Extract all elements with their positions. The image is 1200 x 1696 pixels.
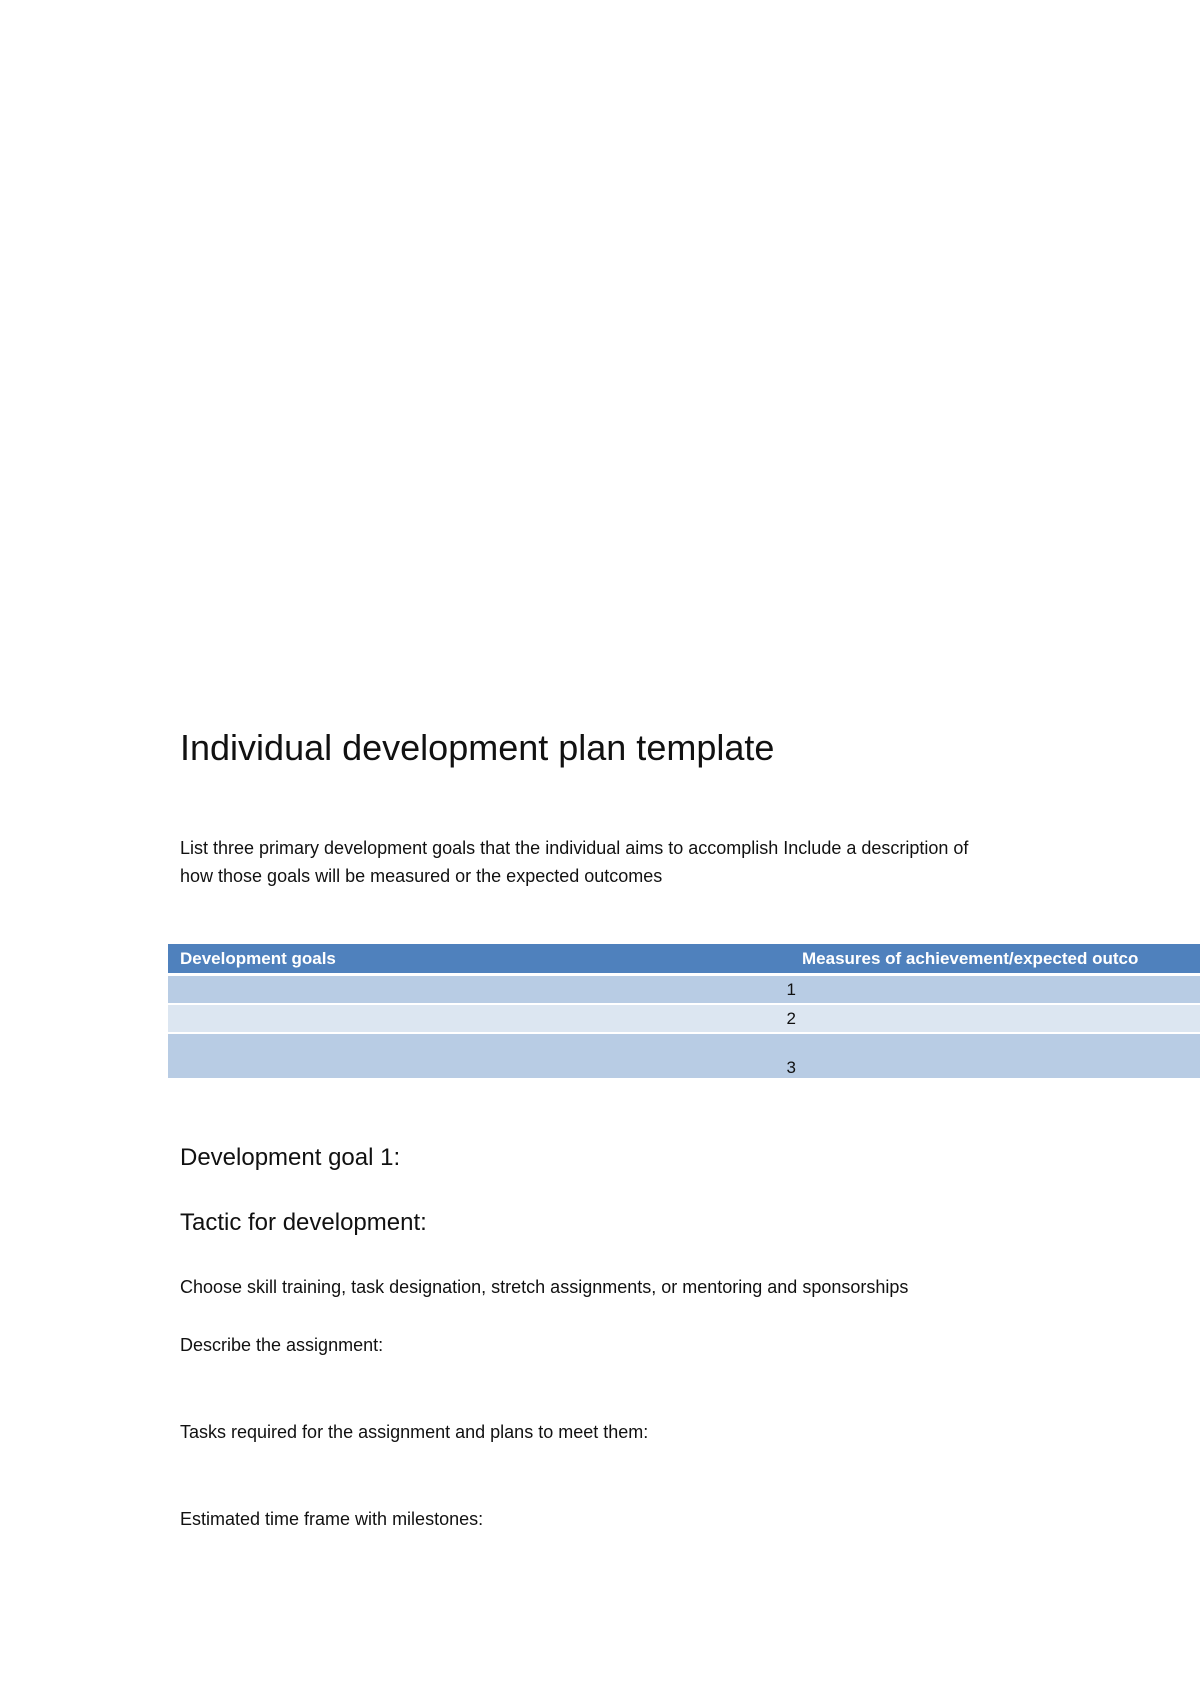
intro-line-2: how those goals will be measured or the expected outcomes bbox=[180, 866, 663, 886]
tactic-heading: Tactic for development: bbox=[180, 1209, 427, 1236]
goal-number-cell[interactable]: 3 bbox=[168, 1033, 802, 1079]
header-measures-of-achievement: Measures of achievement/expected outco bbox=[802, 944, 1200, 975]
time-frame-label: Estimated time frame with milestones: bbox=[180, 1509, 484, 1529]
describe-assignment-label: Describe the assignment: bbox=[180, 1335, 384, 1355]
measure-cell[interactable] bbox=[802, 1033, 1200, 1079]
goal-number-cell[interactable]: 1 bbox=[168, 975, 802, 1005]
table-row bbox=[168, 1004, 1200, 1033]
goal-1-heading: Development goal 1: bbox=[180, 1144, 401, 1171]
tactic-instruction: Choose skill training, task designation, stretch assignments, or mentoring and sponsorships bbox=[180, 1277, 909, 1297]
table-header-row bbox=[168, 944, 1200, 975]
table-row bbox=[168, 1033, 1200, 1079]
measure-cell[interactable] bbox=[802, 1004, 1200, 1033]
tasks-required-label: Tasks required for the assignment and plans to meet them: bbox=[180, 1422, 649, 1442]
measure-cell[interactable] bbox=[802, 975, 1200, 1005]
intro-text bbox=[180, 834, 1110, 890]
development-goals-table bbox=[168, 944, 1200, 1080]
page-title: Individual development plan template bbox=[180, 727, 775, 768]
intro-line-1: List three primary development goals that the individual aims to accomplish Include a description of bbox=[180, 838, 969, 858]
header-development-goals: Development goals bbox=[168, 944, 802, 975]
table-row bbox=[168, 975, 1200, 1005]
goal-number-cell[interactable]: 2 bbox=[168, 1004, 802, 1033]
